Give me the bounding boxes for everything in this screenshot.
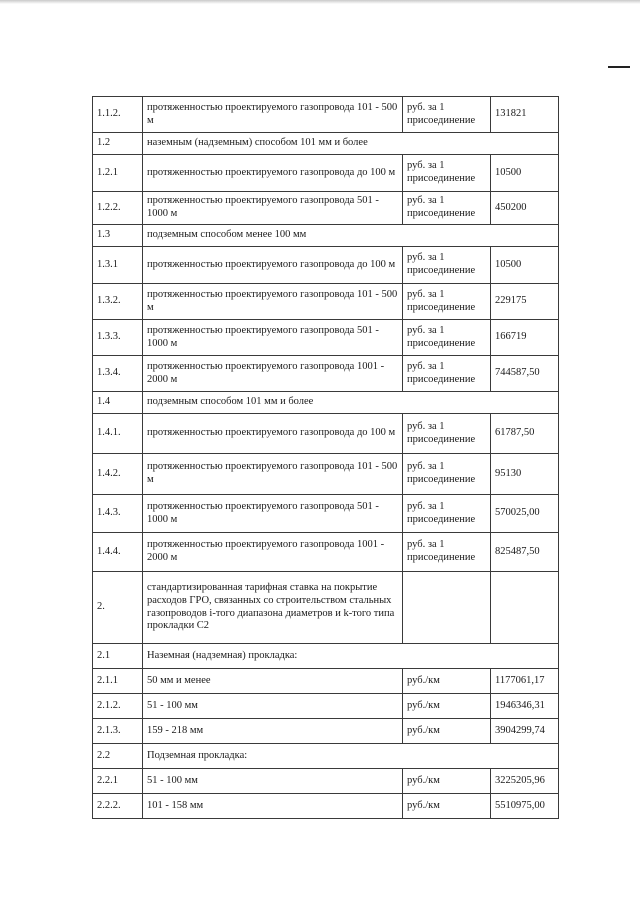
row-number: 1.3.2. [93,284,143,320]
row-description: Наземная (надземная) прокладка: [143,644,559,669]
scan-edge-shadow [0,0,640,4]
margin-mark [608,66,630,68]
row-number: 1.2.2. [93,192,143,225]
row-value: 825487,50 [491,533,559,572]
row-number: 2.1 [93,644,143,669]
row-unit: руб. за 1 присоединение [403,97,491,133]
table-row [93,794,559,819]
row-description: протяженностью проектируемого газопровода 501 - 1000 м [143,495,403,533]
row-number: 2. [93,572,143,644]
row-value: 10500 [491,247,559,284]
row-description: протяженностью проектируемого газопровода 101 - 500 м [143,284,403,320]
table-row [93,495,559,533]
row-number: 1.3.1 [93,247,143,284]
row-description: наземным (надземным) способом 101 мм и более [143,133,559,155]
row-unit: руб. за 1 присоединение [403,356,491,392]
row-number: 1.2.1 [93,155,143,192]
row-unit: руб. за 1 присоединение [403,247,491,284]
row-unit: руб. за 1 присоединение [403,192,491,225]
table-row [93,284,559,320]
row-number: 1.4.4. [93,533,143,572]
row-unit: руб./км [403,769,491,794]
tariff-table-body [93,97,559,819]
row-number: 1.4.3. [93,495,143,533]
row-value: 1177061,17 [491,669,559,694]
row-value: 3225205,96 [491,769,559,794]
table-row [93,192,559,225]
table-row [93,572,559,644]
table-row [93,454,559,495]
table-row [93,414,559,454]
row-unit: руб. за 1 присоединение [403,533,491,572]
table-row [93,225,559,247]
row-value: 570025,00 [491,495,559,533]
row-number: 1.3.4. [93,356,143,392]
row-description: 51 - 100 мм [143,694,403,719]
table-row [93,247,559,284]
row-description: подземным способом менее 100 мм [143,225,559,247]
row-number: 2.1.1 [93,669,143,694]
table-row [93,644,559,669]
row-description: протяженностью проектируемого газопровода 101 - 500 м [143,454,403,495]
table-row [93,155,559,192]
row-unit [403,572,491,644]
table-row [93,769,559,794]
row-unit: руб./км [403,794,491,819]
tariff-table [92,96,559,819]
table-row [93,719,559,744]
row-unit: руб. за 1 присоединение [403,284,491,320]
table-row [93,97,559,133]
row-number: 2.2.2. [93,794,143,819]
row-unit: руб./км [403,669,491,694]
row-value: 95130 [491,454,559,495]
row-description: 159 - 218 мм [143,719,403,744]
row-number: 1.3.3. [93,320,143,356]
row-unit: руб./км [403,694,491,719]
row-description: стандартизированная тарифная ставка на покрытие расходов ГРО, связанных со строительством стальных газопроводов i-того диапазона диаметров и k-того типа прокладки С2 [143,572,403,644]
table-row [93,533,559,572]
row-description: протяженностью проектируемого газопровода 501 - 1000 м [143,320,403,356]
row-number: 1.2 [93,133,143,155]
row-number: 1.4.2. [93,454,143,495]
table-row [93,669,559,694]
row-value [491,572,559,644]
row-value: 5510975,00 [491,794,559,819]
row-value: 450200 [491,192,559,225]
row-description: подземным способом 101 мм и более [143,392,559,414]
row-description: протяженностью проектируемого газопровода 1001 - 2000 м [143,533,403,572]
table-row [93,320,559,356]
row-unit: руб./км [403,719,491,744]
row-value: 229175 [491,284,559,320]
row-unit: руб. за 1 присоединение [403,155,491,192]
row-value: 3904299,74 [491,719,559,744]
row-number: 2.1.2. [93,694,143,719]
table-row [93,356,559,392]
row-number: 1.4 [93,392,143,414]
row-description: протяженностью проектируемого газопровода до 100 м [143,247,403,284]
row-value: 10500 [491,155,559,192]
row-description: 51 - 100 мм [143,769,403,794]
row-number: 1.1.2. [93,97,143,133]
row-value: 61787,50 [491,414,559,454]
row-description: протяженностью проектируемого газопровода до 100 м [143,414,403,454]
row-number: 2.1.3. [93,719,143,744]
row-unit: руб. за 1 присоединение [403,454,491,495]
table-row [93,694,559,719]
row-description: 50 мм и менее [143,669,403,694]
row-unit: руб. за 1 присоединение [403,414,491,454]
row-description: 101 - 158 мм [143,794,403,819]
row-value: 131821 [491,97,559,133]
row-description: протяженностью проектируемого газопровода до 100 м [143,155,403,192]
row-number: 2.2.1 [93,769,143,794]
table-row [93,133,559,155]
row-value: 166719 [491,320,559,356]
row-number: 1.4.1. [93,414,143,454]
row-value: 744587,50 [491,356,559,392]
row-unit: руб. за 1 присоединение [403,495,491,533]
row-value: 1946346,31 [491,694,559,719]
row-unit: руб. за 1 присоединение [403,320,491,356]
row-description: Подземная прокладка: [143,744,559,769]
row-description: протяженностью проектируемого газопровода 101 - 500 м [143,97,403,133]
table-row [93,392,559,414]
row-description: протяженностью проектируемого газопровода 501 - 1000 м [143,192,403,225]
row-number: 2.2 [93,744,143,769]
row-description: протяженностью проектируемого газопровода 1001 - 2000 м [143,356,403,392]
row-number: 1.3 [93,225,143,247]
table-row [93,744,559,769]
